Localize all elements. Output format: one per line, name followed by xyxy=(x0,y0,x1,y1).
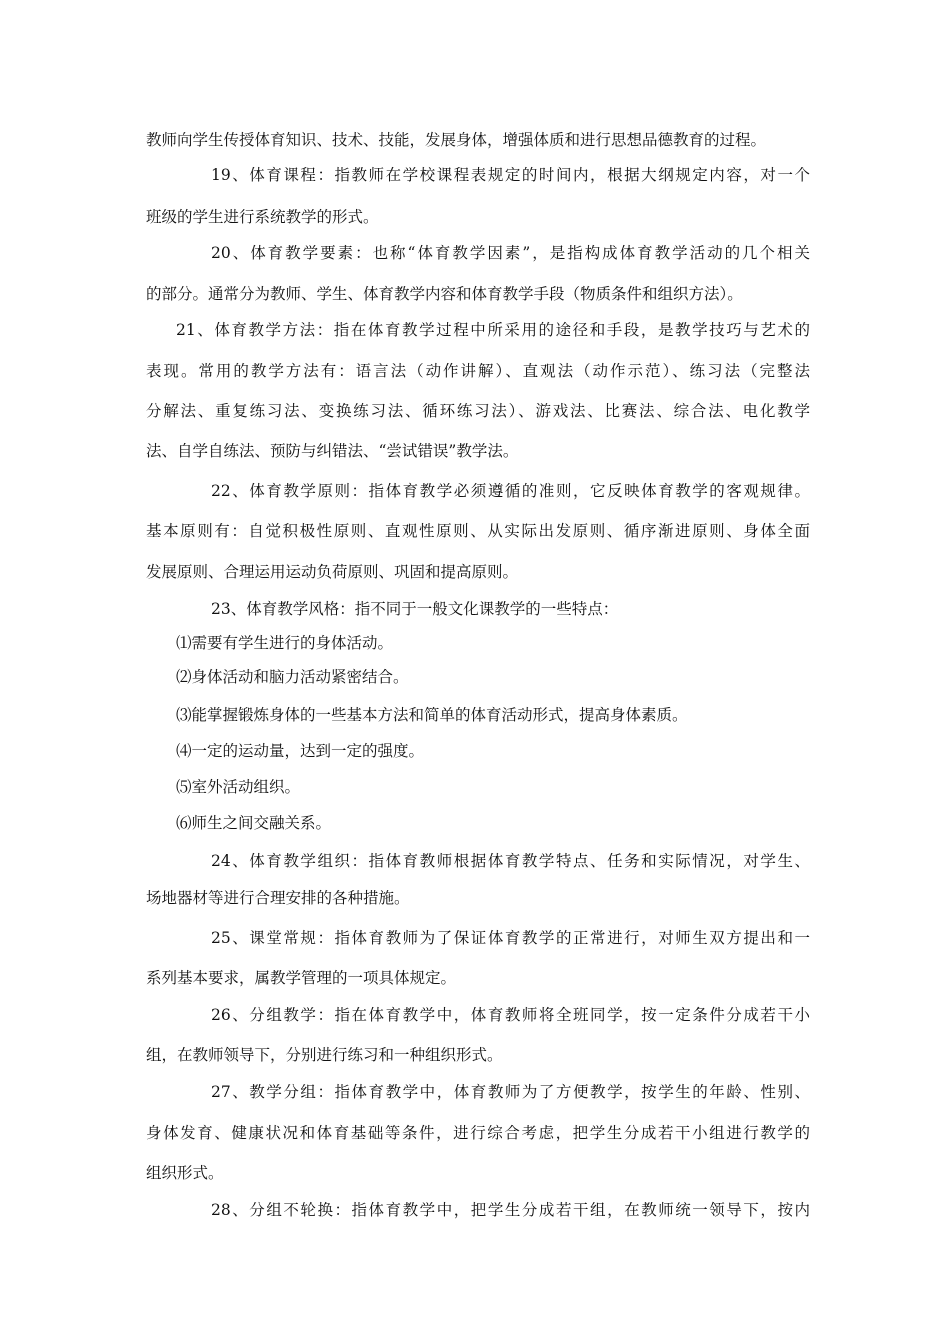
text-line: 基本原则有：自觉积极性原则、直观性原则、从实际出发原则、循序渐进原则、身体全面 xyxy=(146,522,810,540)
text-line: 系列基本要求，属教学管理的一项具体规定。 xyxy=(146,969,457,987)
text-line: 的部分。通常分为教师、学生、体育教学内容和体育教学手段（物质条件和组织方法）。 xyxy=(146,285,743,303)
text-line: 身体发育、健康状况和体育基础等条件，进行综合考虑，把学生分成若干小组进行教学的 xyxy=(146,1124,810,1142)
text-line: 班级的学生进行系统教学的形式。 xyxy=(146,208,379,226)
definition-24-heading: 24、体育教学组织：指体育教师根据体育教学特点、任务和实际情况，对学生、 xyxy=(211,852,810,870)
definition-28-heading: 28、分组不轮换：指体育教学中，把学生分成若干组，在教师统一领导下，按内 xyxy=(211,1201,810,1219)
list-item: ⑹师生之间交融关系。 xyxy=(176,814,332,832)
definition-20-heading: 20、体育教学要素：也称“体育教学因素”，是指构成体育教学活动的几个相关 xyxy=(211,244,810,262)
list-item: ⑶能掌握锻炼身体的一些基本方法和简单的体育活动形式，提高身体素质。 xyxy=(176,706,688,724)
definition-27-heading: 27、教学分组：指体育教学中，体育教师为了方便教学，按学生的年龄、性别、 xyxy=(211,1083,810,1101)
definition-26-heading: 26、分组教学：指在体育教学中，体育教师将全班同学，按一定条件分成若干小 xyxy=(211,1006,810,1024)
text-line: 法、自学自练法、预防与纠错法、“尝试错误”教学法。 xyxy=(146,442,519,460)
text-line: 教师向学生传授体育知识、技术、技能，发展身体，增强体质和进行思想品德教育的过程。 xyxy=(146,131,767,149)
definition-19-heading: 19、体育课程：指教师在学校课程表规定的时间内，根据大纲规定内容，对一个 xyxy=(211,166,810,184)
definition-23-heading: 23、体育教学风格：指不同于一般文化课教学的一些特点： xyxy=(211,600,619,618)
definition-22-heading: 22、体育教学原则：指体育教学必须遵循的准则，它反映体育教学的客观规律。 xyxy=(211,482,810,500)
list-item: ⑷一定的运动量，达到一定的强度。 xyxy=(176,742,425,760)
list-item: ⑵身体活动和脑力活动紧密结合。 xyxy=(176,668,409,686)
definition-21-heading: 21、体育教学方法：指在体育教学过程中所采用的途径和手段，是教学技巧与艺术的 xyxy=(176,321,810,339)
list-item: ⑸室外活动组织。 xyxy=(176,778,301,796)
text-line: 表现。常用的教学方法有：语言法（动作讲解）、直观法（动作示范）、练习法（完整法 xyxy=(146,362,810,380)
text-line: 分解法、重复练习法、变换练习法、循环练习法）、游戏法、比赛法、综合法、电化教学 xyxy=(146,402,810,420)
definition-25-heading: 25、课堂常规：指体育教师为了保证体育教学的正常进行，对师生双方提出和一 xyxy=(211,929,810,947)
text-line: 场地器材等进行合理安排的各种措施。 xyxy=(146,889,410,907)
list-item: ⑴需要有学生进行的身体活动。 xyxy=(176,634,394,652)
text-line: 组，在教师领导下，分别进行练习和一种组织形式。 xyxy=(146,1046,503,1064)
text-line: 组织形式。 xyxy=(146,1164,224,1182)
text-line: 发展原则、合理运用运动负荷原则、巩固和提高原则。 xyxy=(146,563,519,581)
